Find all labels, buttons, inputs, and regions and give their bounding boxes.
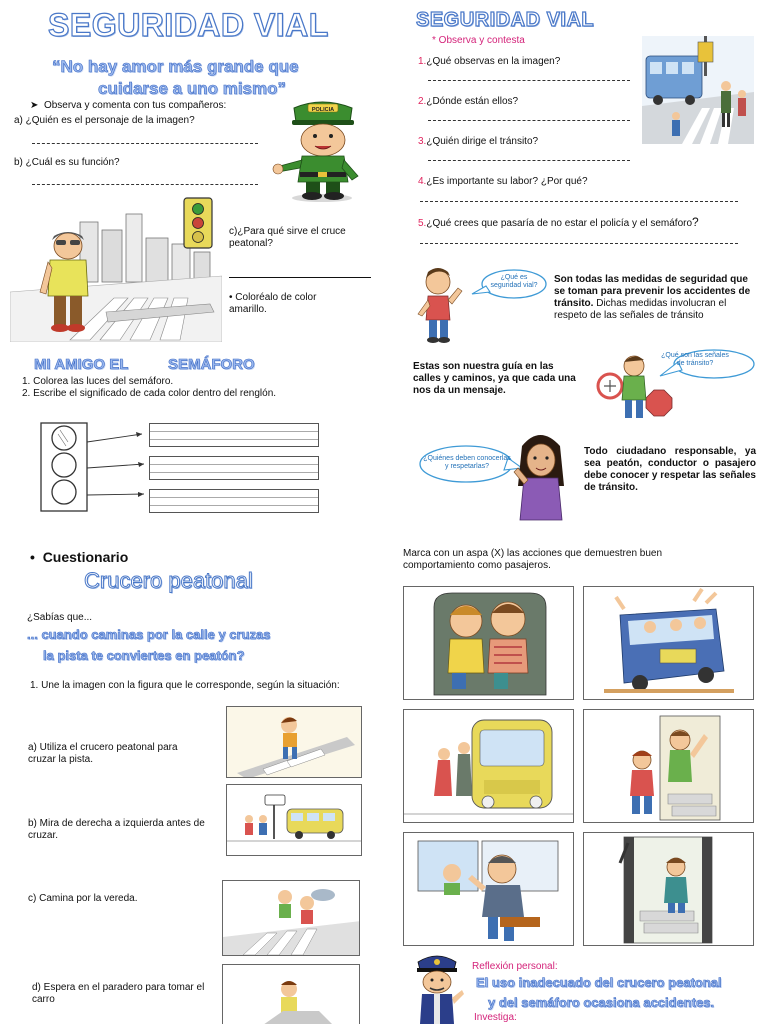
answer-line-4[interactable] xyxy=(420,201,738,202)
reflexion-line-1: El uso inadecuado del crucero peatonal xyxy=(476,975,722,990)
semaforo-title-part-2: SEMÁFORO xyxy=(168,356,255,373)
traffic-police-scene-illustration xyxy=(642,36,754,144)
info-paragraph-1: Son todas las medidas de seguridad que se toman para prevenir los accidentes de tránsito. Dichas medidas involucran el respeto de las señales de tránsito xyxy=(554,274,751,321)
passenger-image-1[interactable] xyxy=(403,586,574,700)
answer-line-c[interactable] xyxy=(229,277,371,278)
semaforo-title-part-1: MI AMIGO EL xyxy=(34,356,129,373)
sabias-label: ¿Sabías que... xyxy=(27,612,93,623)
speech-bubble-2: ¿Qué son las señales de tránsito? xyxy=(661,352,729,367)
sabias-question-line-2: la pista te conviertes en peatón? xyxy=(43,648,245,663)
right-question-5: 5.¿Qué crees que pasaría de no estar el policía y el semáforo? xyxy=(418,215,699,229)
passenger-image-6[interactable] xyxy=(583,832,754,946)
answer-line-a[interactable] xyxy=(32,143,258,144)
police-officer-illustration xyxy=(272,98,372,202)
passenger-image-5[interactable] xyxy=(403,832,574,946)
reflexion-line-2: y del semáforo ocasiona accidentes. xyxy=(488,995,715,1010)
officer-small-illustration xyxy=(408,950,466,1024)
semaforo-item-1: 1. Colorea las luces del semáforo. xyxy=(22,376,174,387)
match-image-crosswalk[interactable] xyxy=(226,706,362,778)
match-image-look-both-ways[interactable] xyxy=(226,784,362,856)
answer-line-1[interactable] xyxy=(428,80,630,81)
question-b: b) ¿Cuál es su función? xyxy=(14,157,120,168)
right-question-1: 1.¿Qué observas en la imagen? xyxy=(418,56,561,67)
quote-line-1: “No hay amor más grande que xyxy=(52,57,299,76)
investiga-label: Investiga: xyxy=(474,1012,517,1023)
bullet-icon: • xyxy=(30,549,43,565)
right-title: SEGURIDAD VIAL xyxy=(416,9,595,31)
left-title: SEGURIDAD VIAL xyxy=(48,7,329,43)
answer-line-5[interactable] xyxy=(420,243,738,244)
option-a: a) Utiliza el crucero peatonal para cruzar la pista. xyxy=(28,742,178,765)
quote-line-2: cuidarse a uno mismo” xyxy=(98,79,286,98)
traffic-light-small-illustration xyxy=(182,196,214,250)
crucero-title: Crucero peatonal xyxy=(84,568,253,593)
color-meaning-box-3[interactable] xyxy=(149,489,319,513)
une-instruction: 1. Une la imagen con la figura que le corresponde, según la situación: xyxy=(30,680,340,691)
info-paragraph-2: Estas son nuestra guía en las calles y caminos, ya que cada una nos da un mensaje. xyxy=(413,361,576,396)
match-image-sidewalk[interactable] xyxy=(222,880,360,956)
question-a: a) ¿Quién es el personaje de la imagen? xyxy=(14,115,195,126)
color-meaning-box-2[interactable] xyxy=(149,456,319,480)
info-paragraph-3: Todo ciudadano responsable, ya sea peatón, conductor o pasajero debe conocer y respetar las señales de tránsito. xyxy=(584,446,756,493)
option-b: b) Mira de derecha a izquierda antes de cruzar. xyxy=(28,818,205,841)
right-question-4: 4.¿Es importante su labor? ¿Por qué? xyxy=(418,176,588,187)
speech-bubble-1: ¿Qué es seguridad vial? xyxy=(490,274,538,289)
right-subtitle: * Observa y contesta xyxy=(432,35,525,46)
pasajeros-instruction: Marca con un aspa (X) las acciones que demuestren buen comportamiento como pasajeros. xyxy=(403,548,663,571)
speech-bubble-3: ¿Quiénes deben conocerlas y respetarlas? xyxy=(423,455,511,471)
question-c: c)¿Para qué sirve el cruce peatonal? xyxy=(229,226,346,249)
color-task: • Coloréalo de color amarillo. xyxy=(229,292,317,315)
semaforo-item-2: 2. Escribe el significado de cada color dentro del renglón. xyxy=(22,388,277,399)
passenger-image-2[interactable] xyxy=(583,586,754,700)
sabias-question-line-1: ... cuando caminas por la calle y cruzas xyxy=(27,627,271,642)
cuestionario-heading: • Cuestionario xyxy=(30,549,129,565)
reflexion-label: Reflexión personal: xyxy=(472,961,558,972)
answer-line-b[interactable] xyxy=(32,184,258,185)
arrow-bullet-icon: ➤ xyxy=(30,100,44,111)
police-cap-label: POLICIA xyxy=(311,107,335,113)
option-d: d) Espera en el paradero para tomar el carro xyxy=(32,982,205,1005)
passenger-image-4[interactable] xyxy=(583,709,754,823)
match-image-bus-stop[interactable] xyxy=(222,964,360,1024)
right-question-3: 3.¿Quién dirige el tránsito? xyxy=(418,136,539,147)
girl-question-illustration xyxy=(418,426,578,524)
observe-instruction: ➤ Observa y comenta con tus compañeros: xyxy=(30,100,227,111)
color-meaning-box-1[interactable] xyxy=(149,423,319,447)
option-c: c) Camina por la vereda. xyxy=(28,893,138,904)
right-question-2: 2.¿Dónde están ellos? xyxy=(418,96,519,107)
bullet-icon: • xyxy=(229,292,236,303)
answer-line-2[interactable] xyxy=(428,120,630,121)
answer-line-3[interactable] xyxy=(428,160,630,161)
passenger-image-3[interactable] xyxy=(403,709,574,823)
